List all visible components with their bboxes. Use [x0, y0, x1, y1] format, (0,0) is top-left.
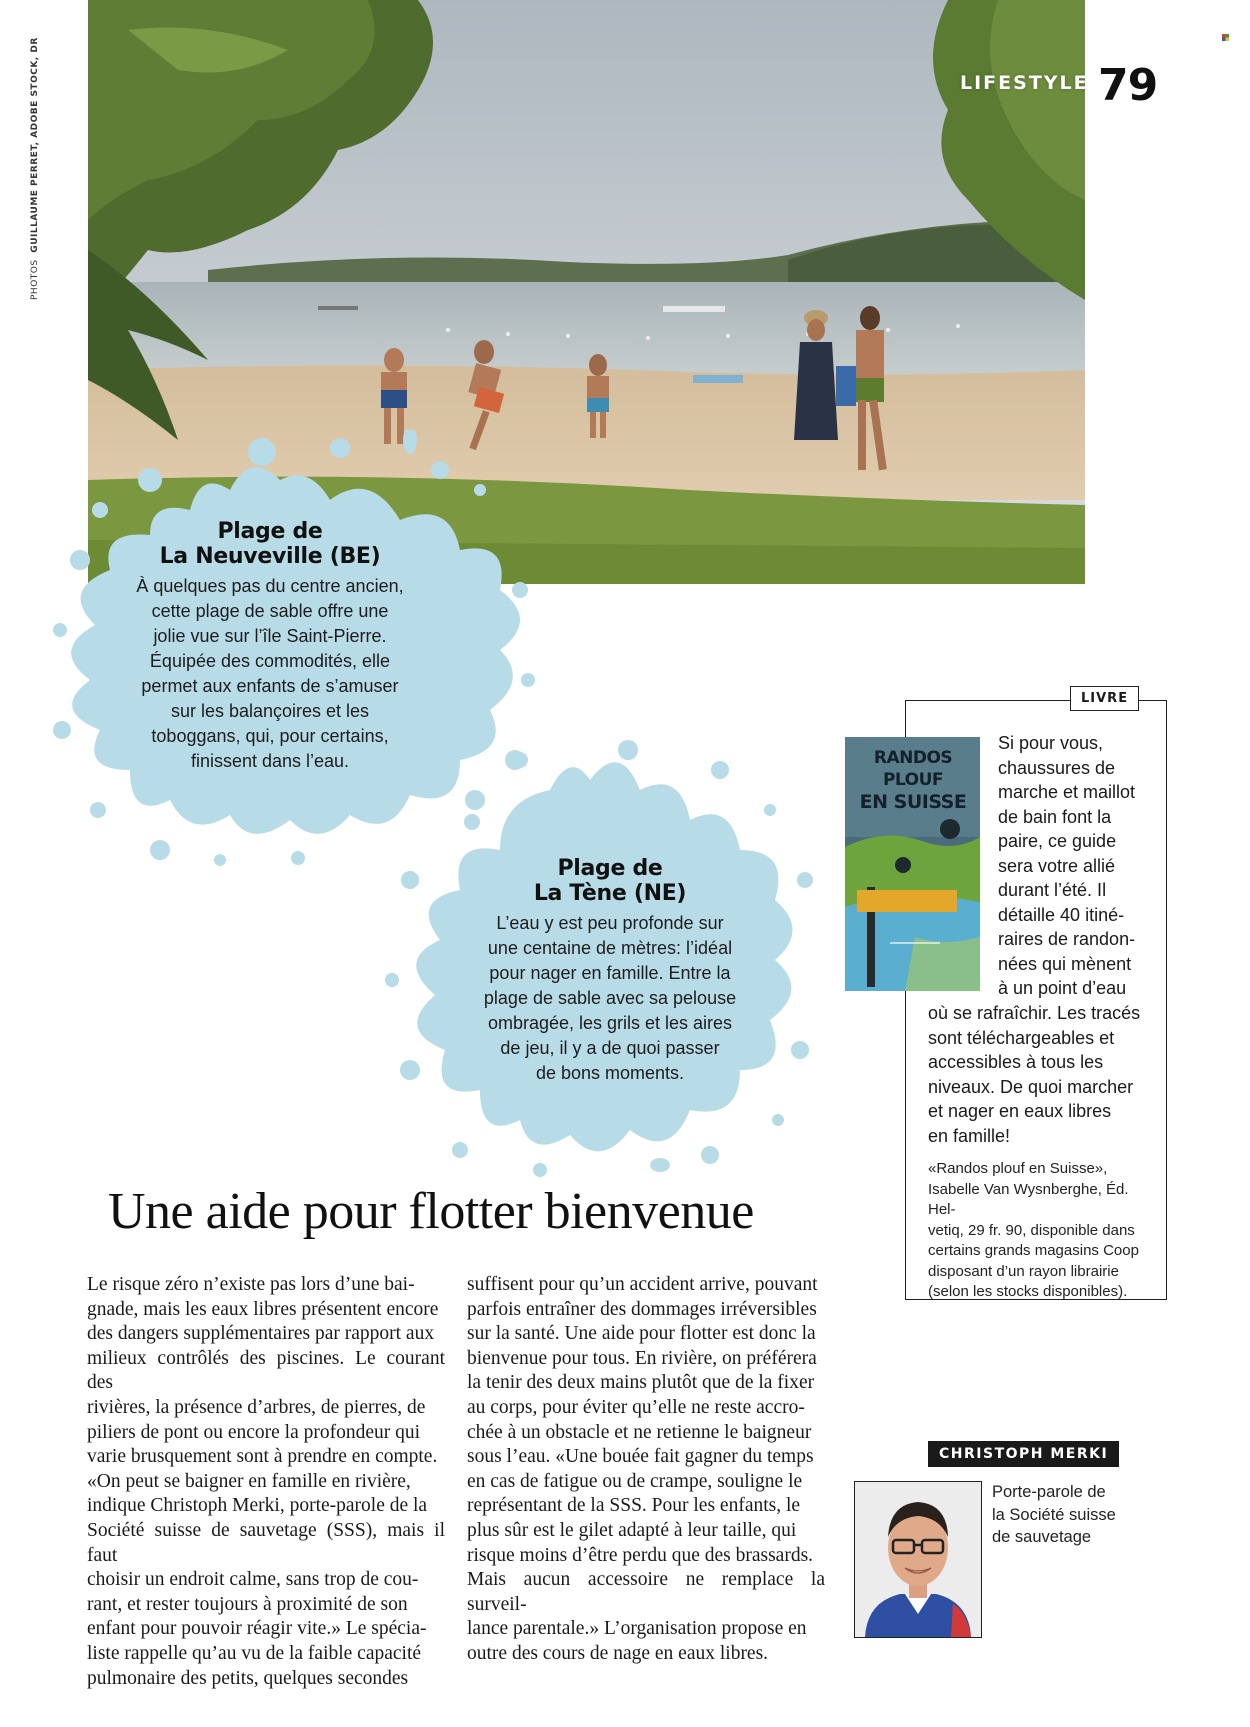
article-line: Mais aucun accessoire ne remplace la surveil-	[467, 1569, 825, 1615]
article-line: en cas de fatigue ou de crampe, souligne le	[467, 1470, 803, 1492]
expert-role-line: de sauvetage	[992, 1528, 1092, 1546]
book-ref-line: disposant d’un rayon librairie	[928, 1262, 1119, 1280]
book-reference	[928, 1159, 1160, 1303]
expert-role	[992, 1481, 1132, 1549]
book-text-line: à un point d’eau	[998, 978, 1127, 998]
article-line: plus sûr est le gilet adapté à leur taille, qui	[467, 1519, 797, 1541]
book-tag: LIVRE	[1070, 686, 1139, 711]
photo-credit-prefix: PHOTOS	[30, 259, 40, 300]
book-description-top	[998, 731, 1163, 1001]
article-line: rant, et rester toujours à proximité de son	[87, 1593, 408, 1615]
book-text-line: raires de randon-	[998, 929, 1136, 949]
article-line: «On peut se baigner en famille en rivière,	[87, 1470, 411, 1492]
book-text-line: Si pour vous,	[998, 733, 1104, 753]
book-text-line: et nager en eaux libres	[928, 1101, 1112, 1121]
article-line: Le risque zéro n’existe pas lors d’une bai-	[87, 1274, 415, 1295]
article-line: sur la santé. Une aide pour flotter est donc la	[467, 1323, 816, 1345]
book-text-line: accessibles à tous les	[928, 1052, 1104, 1072]
color-registration-mark	[1222, 34, 1229, 41]
book-text-line: en famille!	[928, 1125, 1011, 1146]
book-text-line: sont téléchargeables et	[928, 1027, 1115, 1048]
article-line: bienvenue pour tous. En rivière, on préférera	[467, 1347, 817, 1369]
splash2-line: plage de sable avec sa pelouse	[483, 988, 737, 1008]
splash1-title-line1: Plage de	[217, 519, 323, 544]
article-line: parfois entraîner des dommages irréversibles	[467, 1298, 817, 1320]
article-headline: Une aide pour flotter bienvenue	[108, 1183, 754, 1240]
expert-role-line: la Société suisse	[992, 1505, 1116, 1524]
article-line: milieux contrôlés des piscines. Le courant des	[87, 1347, 445, 1394]
book-text-line: de bain font la	[998, 806, 1112, 827]
article-line: varie brusquement sont à prendre en compte.	[87, 1446, 438, 1468]
splash1-title	[130, 519, 410, 569]
book-ref-line: certains grands magasins Coop	[928, 1242, 1139, 1259]
book-text-line: où se rafraîchir. Les tracés	[928, 1003, 1141, 1023]
expert-portrait	[854, 1481, 982, 1638]
article-line: piliers de pont ou encore la profondeur qui	[87, 1421, 421, 1443]
photo-credit	[30, 37, 40, 300]
article-line: liste rappelle qu’au vu de la faible capacité	[87, 1642, 422, 1664]
book-text-line: chaussures de	[998, 757, 1116, 778]
splash1-body	[110, 574, 430, 774]
book-description-bottom	[928, 1001, 1158, 1148]
splash2-line: ombragée, les grils et les aires	[487, 1013, 733, 1033]
article-line: gnade, mais les eaux libres présentent encore	[87, 1298, 439, 1320]
page-number: 79	[1098, 60, 1158, 111]
book-text-line: niveaux. De quoi marcher	[928, 1076, 1134, 1097]
book-text-line: marche et maillot	[998, 782, 1136, 802]
book-text-line: sera votre allié	[998, 855, 1116, 876]
splash1-line: finissent dans l’eau.	[190, 751, 350, 771]
book-cover-title-line2: EN SUISSE	[859, 791, 967, 813]
article-line: pulmonaire des petits, quelques secondes	[87, 1667, 409, 1689]
article-line: choisir un endroit calme, sans trop de cou-	[87, 1569, 419, 1591]
book-text-line: durant l’été. Il	[998, 880, 1107, 900]
book-ref-line: Isabelle Van Wysnberghe, Éd. Hel-	[928, 1180, 1129, 1218]
article-column-2	[467, 1273, 825, 1667]
article-line: représentant de la SSS. Pour les enfants, le	[467, 1495, 801, 1517]
splash1-line: sur les balançoires et les	[170, 701, 370, 721]
article-line: sous l’eau. «Une bouée fait gagner du temps	[467, 1446, 814, 1468]
splash2-line: L’eau y est peu profonde sur	[496, 913, 724, 933]
article-line: suffisent pour qu’un accident arrive, pouvant	[467, 1274, 818, 1295]
splash2-title	[470, 856, 750, 906]
splash2-line: une centaine de mètres: l’idéal	[487, 938, 733, 958]
book-text-line: nées qui mènent	[998, 953, 1132, 974]
article-line: la tenir des deux mains plutôt que de la fixer	[467, 1372, 815, 1394]
splash1-line: À quelques pas du centre ancien,	[136, 576, 404, 596]
book-text-line: détaille 40 itiné-	[998, 904, 1125, 925]
article-line: lance parentale.» L’organisation propose en	[467, 1618, 807, 1640]
article-line: chée à un obstacle et ne retienne le baigneur	[467, 1421, 812, 1443]
expert-name-tag: CHRISTOPH MERKI	[928, 1441, 1119, 1467]
book-ref-line: vetiq, 29 fr. 90, disponible dans	[928, 1221, 1135, 1239]
article-line: des dangers supplémentaires par rapport aux	[87, 1323, 435, 1345]
article-line: au corps, pour éviter qu’elle ne reste accro-	[467, 1396, 805, 1418]
article-line: Société suisse de sauvetage (SSS), mais il faut	[87, 1519, 445, 1566]
splash2-line: de jeu, il y a de quoi passer	[500, 1038, 720, 1058]
article-line: enfant pour pouvoir réagir vite.» Le spécia-	[87, 1618, 427, 1640]
book-cover-title-line1: RANDOS PLOUF	[873, 748, 953, 790]
splash1-line: cette plage de sable offre une	[151, 601, 389, 621]
article-column-1	[87, 1273, 445, 1691]
splash1-line: permet aux enfants de s’amuser	[141, 676, 399, 696]
splash2-body	[450, 911, 770, 1086]
splash2-line: pour nager en famille. Entre la	[489, 963, 731, 983]
book-ref-line: (selon les stocks disponibles).	[928, 1283, 1128, 1300]
splash2-title-line1: Plage de	[557, 856, 663, 881]
splash1-line: toboggans, qui, pour certains,	[151, 726, 389, 746]
splash2-title-line2: La Tène (NE)	[533, 881, 687, 906]
splash1-line: jolie vue sur l’île Saint-Pierre.	[153, 626, 387, 646]
book-cover	[845, 737, 980, 991]
splash1-line: Équipée des commodités, elle	[149, 651, 391, 671]
article-line: rivières, la présence d’arbres, de pierres, de	[87, 1396, 426, 1418]
book-cover-title	[851, 747, 975, 813]
article-line: indique Christoph Merki, porte-parole de la	[87, 1495, 428, 1517]
article-line: outre des cours de nage en eaux libres.	[467, 1642, 769, 1664]
expert-role-line: Porte-parole de	[992, 1483, 1106, 1501]
book-ref-line: «Randos plouf en Suisse»,	[928, 1160, 1108, 1177]
photo-credit-names: GUILLAUME PERRET, ADOBE STOCK, DR	[30, 37, 40, 253]
section-label: LIFESTYLE	[960, 72, 1089, 94]
splash1-title-line2: La Neuveville (BE)	[159, 544, 381, 569]
splash2-line: de bons moments.	[535, 1063, 685, 1083]
book-text-line: paire, ce guide	[998, 831, 1117, 851]
article-line: risque moins d’être perdu que des brassards.	[467, 1544, 814, 1566]
